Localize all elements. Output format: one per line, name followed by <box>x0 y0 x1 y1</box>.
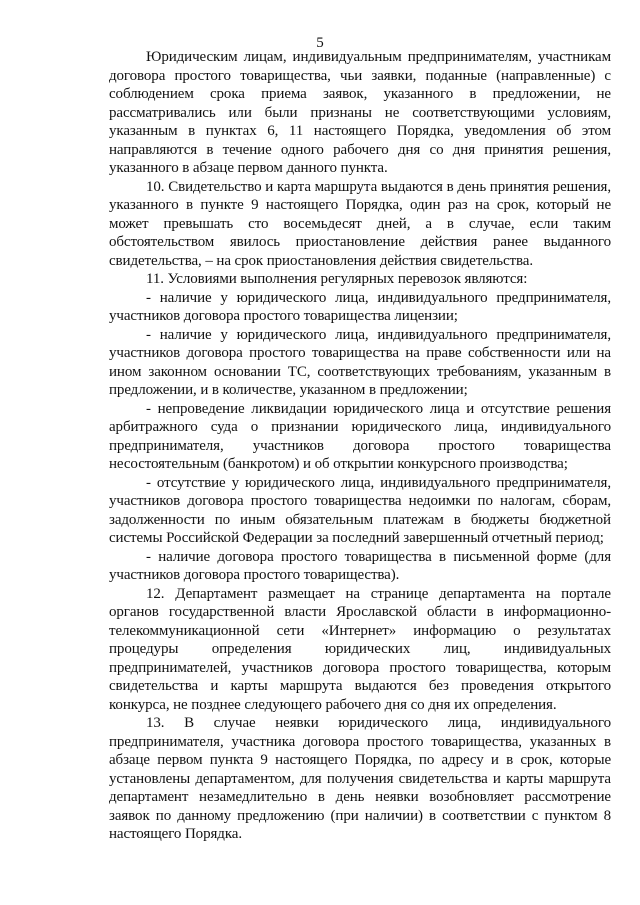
list-item-vehicles: - наличие у юридического лица, индивидуального предпринимателя, участников договора простого товарищества на праве собственности или на ином законном основании ТС, соответствующих требованиям, указанным в предложении, и в количестве, указанном в предложении; <box>109 326 611 398</box>
paragraph-13: 13. В случае неявки юридического лица, индивидуального предпринимателя, участника договора простого товарищества, указанных в абзаце первом пункта 9 настоящего Порядка, по адресу и в срок, которые установлены департаментом, для получения свидетельства и карты маршрута департамент незамедлительно в день неявки возобновляет рассмотрение заявок по данному предложению (при наличии) в соответствии с пунктом 8 настоящего Порядка. <box>109 715 611 842</box>
paragraph-continuation-9: Юридическим лицам, индивидуальным предпринимателям, участникам договора простого товарищества, чьи заявки, поданные (направленные) с соблюдением срока приема заявок, указанного в предложении, не рассматривались или были признаны не соответствующими условиям, указанным в пунктах 6, 11 настоящего Порядка, уведомления об этом направляются в течение одного рабочего дня со дня принятия решения, указанного в абзаце первом данного пункта. <box>109 49 611 176</box>
list-item-no-arrears: - отсутствие у юридического лица, индивидуального предпринимателя, участников договора простого товарищества недоимки по налогам, сборам, задолженности по иным обязательным платежам в бюджеты бюджетной системы Российской Федерации за последний завершенный отчетный период; <box>109 474 611 546</box>
paragraph-11-heading: 11. Условиями выполнения регулярных перевозок являются: <box>146 271 528 287</box>
paragraph-10: 10. Свидетельство и карта маршрута выдаются в день принятия решения, указанного в пункте 9 настоящего Порядка, один раз на срок, который не может превышать сто восемьдесят дней, а в случае, если таким обстоятельством явилось приостановление действия ранее выданного свидетельства, – на срок приостановления действия свидетельства. <box>109 178 611 269</box>
list-item-license: - наличие у юридического лица, индивидуального предпринимателя, участников договора простого товарищества лицензии; <box>109 289 611 324</box>
document-body <box>109 48 611 844</box>
paragraph-12: 12. Департамент размещает на странице департамента на портале органов государственной власти Ярославской области в информационно-телекоммуникационной сети «Интернет» информацию о результатах процедуры определения юридических лиц, индивидуальных предпринимателей, участников договора простого товарищества, которым свидетельства и карты маршрута выдаются без проведения открытого конкурса, не позднее следующего рабочего дня со дня их определения. <box>109 585 611 713</box>
page-number: 5 <box>316 35 324 51</box>
list-item-no-liquidation: - непроведение ликвидации юридического лица и отсутствие решения арбитражного суда о признании юридического лица, индивидуального предпринимателя, участников договора простого товарищества несостоятельным (банкротом) и об открытии конкурсного производства; <box>109 400 611 472</box>
list-item-partnership-agreement: - наличие договора простого товарищества в письменной форме (для участников договора простого товарищества). <box>109 548 611 583</box>
